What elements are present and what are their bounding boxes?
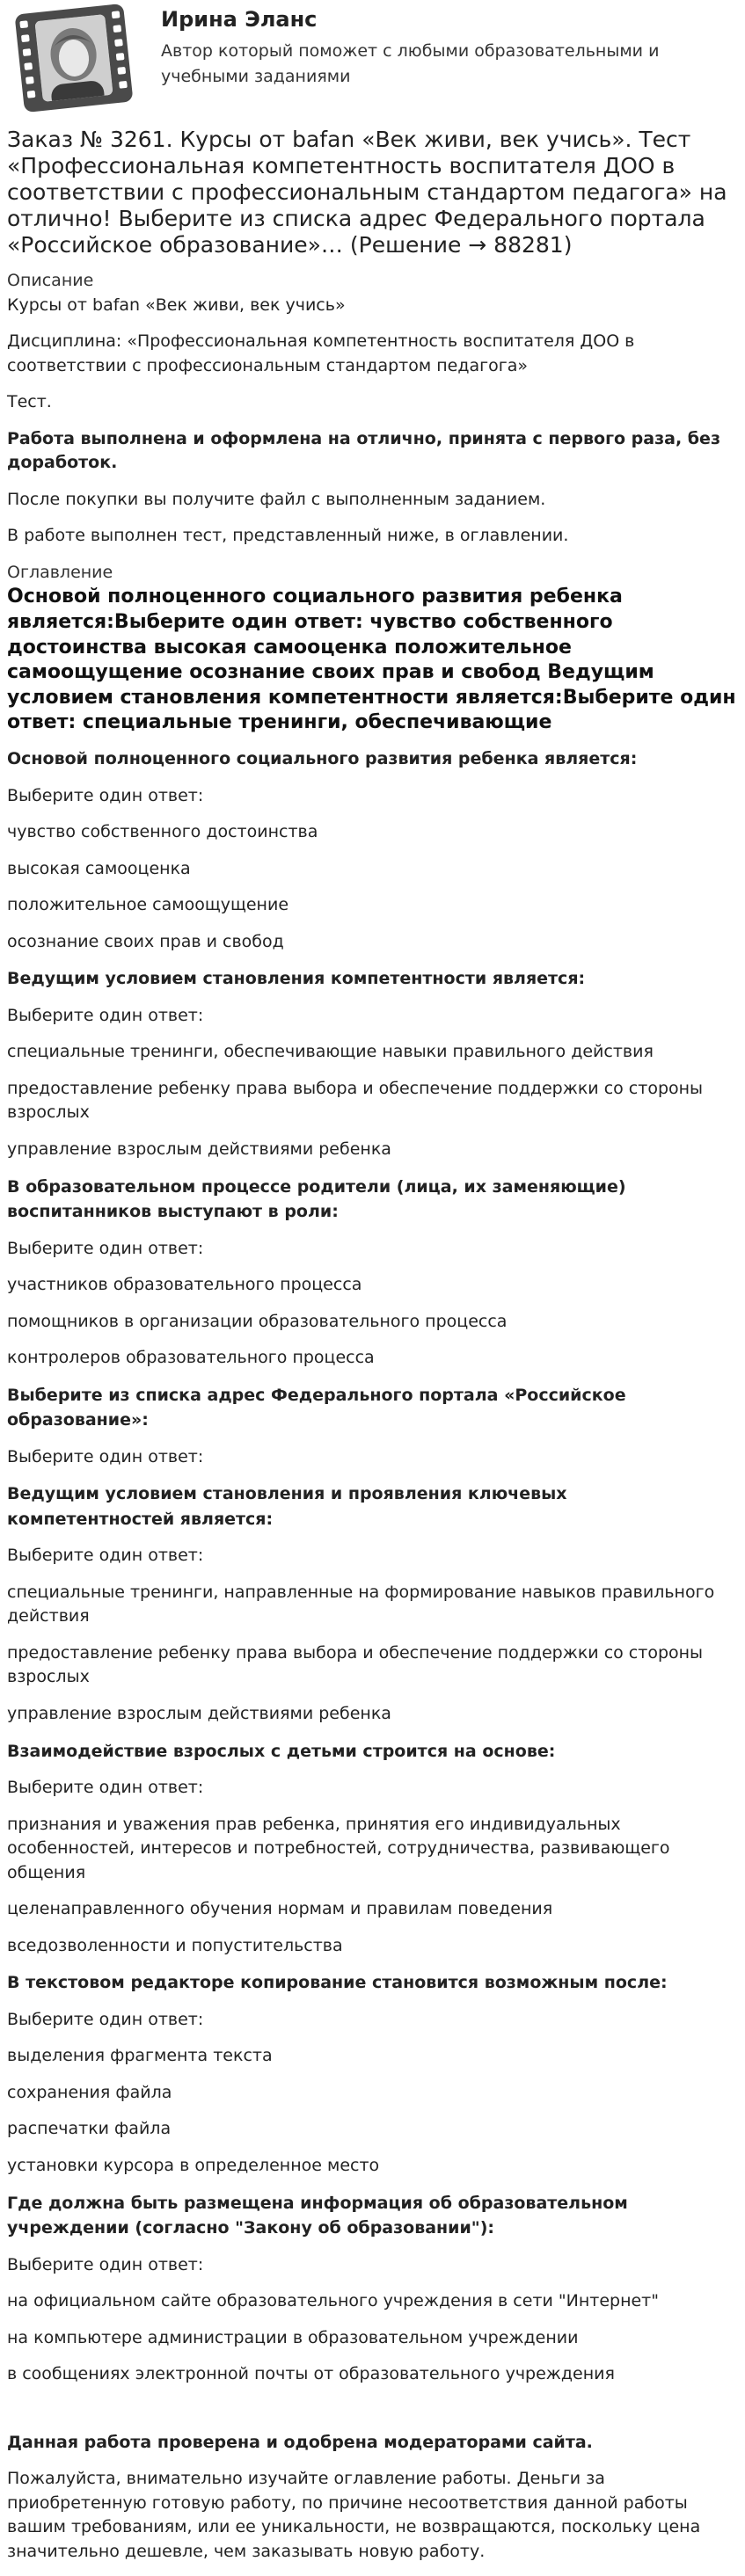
question-block [7,966,738,1161]
answer-option: в сообщениях электронной почты от образовательного учреждения [7,2364,615,2384]
refund-notice: Пожалуйста, внимательно изучайте оглавление работы. Деньги за приобретенную готовую работу, по причине несоответствия данной работы вашим требованиям, или ее уникальности, не возвращаются, поскольку цена значительно дешевле, чем заказывать новую работу. [7,2469,701,2561]
question-block [7,2191,738,2387]
question-prompt: Выберите один ответ: [7,1446,204,1466]
question-prompt: Выберите один ответ: [7,785,204,805]
question-block [7,1175,738,1371]
author-description: Автор который поможет с любыми образовательными и учебными заданиями [161,41,660,86]
avatar[interactable] [12,4,135,113]
description-label: Описание [7,271,94,290]
answer-option: сохранения файла [7,2082,172,2102]
question-block [7,1481,738,1726]
question-list [7,746,738,2387]
question-block [7,1383,738,1470]
course-name: Курсы от bafan «Век живи, век учись» [7,295,346,315]
toc-label: Оглавление [7,562,113,582]
answer-option: контролеров образовательного процесса [7,1348,375,1368]
question-title: Ведущим условием становления компетентности является: [7,969,586,989]
toc-heading: Основой полноценного социального развития ребенка является:Выберите один ответ: чувство собственного достоинства высокая самооценка положительное самоощущение осознание своих прав и свобод Ведущим условием становления компетентности является:Выберите один ответ: специальные тренинги, обеспечивающие [7,586,736,734]
after-purchase-note: После покупки вы получите файл с выполненным заданием. [7,489,546,509]
answer-option: выделения фрагмента текста [7,2046,273,2066]
spacer [7,2399,738,2431]
question-title: В образовательном процессе родители (лица, их заменяющие) воспитанников выступают в роли: [7,1176,626,1221]
answer-option: участников образовательного процесса [7,1275,362,1295]
question-title: Ведущим условием становления и проявления ключевых компетентностей является: [7,1484,567,1529]
answer-option: чувство собственного достоинства [7,822,318,842]
author-header [7,0,738,123]
question-title: Где должна быть размещена информация об образовательном учреждении (согласно "Закону об образовании"): [7,2193,628,2238]
question-title: Выберите из списка адрес Федерального портала «Российское образование»: [7,1385,626,1430]
question-prompt: Выберите один ответ: [7,1778,204,1798]
question-block [7,1970,738,2178]
answer-option: признания и уважения прав ребенка, принятия его индивидуальных особенностей, интересов и потребностей, сотрудничества, развивающего общения [7,1814,670,1882]
question-prompt: Выберите один ответ: [7,1546,204,1566]
order-title: Заказ № 3261. Курсы от bafan «Век живи, век учись». Тест «Профессиональная компетентность воспитателя ДОО в соответствии с профессиональным стандартом педагога» на отлично! Выберите из списка адрес Федерального портала «Российское образование»… (Решение → 88281) [7,127,727,258]
film-frame-portrait-icon [12,4,135,113]
answer-option: предоставление ребенку права выбора и обеспечение поддержки со стороны взрослых [7,1078,704,1123]
answer-option: предоставление ребенку права выбора и обеспечение поддержки со стороны взрослых [7,1642,704,1687]
answer-option: на компьютере администрации в образовательном учреждении [7,2327,579,2347]
verified-note: Данная работа проверена и одобрена модераторами сайта. [7,2432,593,2452]
answer-option: распечатки файла [7,2119,172,2139]
question-block [7,1739,738,1959]
discipline: Дисциплина: «Профессиональная компетентность воспитателя ДОО в соответствии с профессиональным стандартом педагога» [7,331,635,375]
question-block [7,746,738,954]
answer-option: высокая самооценка [7,858,191,878]
question-prompt: Выберите один ответ: [7,2254,204,2274]
answer-option: специальные тренинги, направленные на формирование навыков правильного действия [7,1582,715,1626]
author-name[interactable]: Ирина Эланс [161,7,318,32]
question-prompt: Выберите один ответ: [7,2009,204,2029]
question-prompt: Выберите один ответ: [7,1005,204,1025]
question-title: В текстовом редакторе копирование становится возможным после: [7,1973,668,1993]
answer-option: специальные тренинги, обеспечивающие навыки правильного действия [7,1042,654,1062]
answer-option: помощников в организации образовательного процесса [7,1311,508,1331]
answer-option: вседозволенности и попустительства [7,1935,343,1955]
answer-option: положительное самоощущение [7,895,289,915]
answer-option: управление взрослым действиями ребенка [7,1703,391,1723]
answer-option: на официальном сайте образовательного учреждения в сети "Интернет" [7,2291,659,2311]
answer-option: управление взрослым действиями ребенка [7,1139,391,1159]
answer-option: осознание своих прав и свобод [7,931,284,951]
contents-note: В работе выполнен тест, представленный ниже, в оглавлении. [7,526,569,546]
question-title: Взаимодействие взрослых с детьми строится на основе: [7,1741,556,1761]
question-prompt: Выберите один ответ: [7,1238,204,1258]
done-note: Работа выполнена и оформлена на отлично, принята с первого раза, без доработок. [7,428,720,473]
answer-option: установки курсора в определенное место [7,2155,380,2175]
question-title: Основой полноценного социального развития ребенка является: [7,749,638,769]
work-type: Тест. [7,392,52,412]
answer-option: целенаправленного обучения нормам и правилам поведения [7,1899,553,1919]
